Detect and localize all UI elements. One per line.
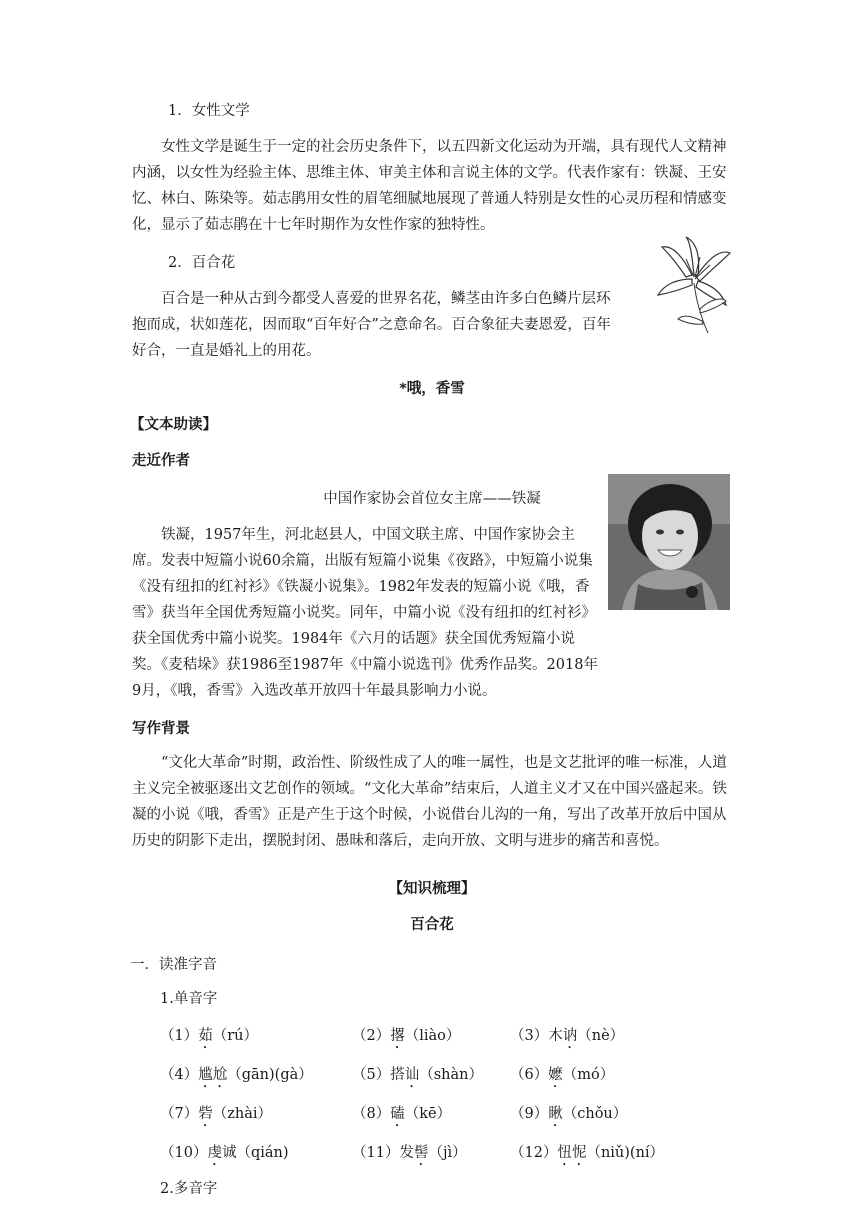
item2-text: 百合是一种从古到今都受人喜爱的世界名花，鳞茎由许多白色鳞片层环抱而成，状如莲花，因而取“百年好合”之意命名。百合象征夫妻恩爱，百年好合，一直是婚礼上的用花。 (132, 291, 611, 359)
phonetic-pinyin: （kē） (404, 1106, 452, 1122)
author-portrait-photo (608, 474, 730, 610)
phonetic-char: 发 (399, 1145, 414, 1161)
phonetic-target-char: 撂 (390, 1028, 405, 1044)
phonetic-target-char: 砦 (198, 1106, 213, 1122)
part1-heading: 一．读准字音 (130, 957, 217, 973)
item1-heading: 1．女性文学 (168, 103, 250, 119)
phonetic-number: （11） (352, 1145, 400, 1161)
phonetic-item (160, 1023, 352, 1052)
phonetic-number: （9） (510, 1106, 549, 1122)
phonetic-pinyin: （chǒu） (562, 1106, 628, 1122)
phonetic-item (352, 1140, 510, 1169)
phonetic-item (510, 1101, 680, 1130)
phonetic-row (160, 1018, 732, 1057)
phonetic-number: （6） (510, 1067, 549, 1083)
phonetic-target-char: 嬷 (548, 1067, 563, 1083)
phonetic-number: （12） (510, 1145, 558, 1161)
phonetic-row (160, 1057, 732, 1096)
phonetic-pinyin: （jì） (428, 1145, 467, 1161)
author-heading: 走近作者 (132, 453, 190, 469)
single-char-label: 1.单音字 (160, 991, 218, 1007)
author-bio: 铁凝，1957年生，河北赵县人，中国文联主席、中国作家协会主席。发表中短篇小说60余篇，出版有短篇小说集《夜路》，中短篇小说集《没有纽扣的红衬衫》《铁凝小说集》。1982年发表的短篇小说《哦，香雪》获当年全国优秀短篇小说奖。同年，中篇小说《没有纽扣的红衬衫》获全国优秀中篇小说奖。1984年《六月的话题》获全国优秀短篇小说奖。《麦秸垛》获1986至1987年《中篇小说选刊》优秀作品奖。2018年9月，《哦，香雪》入选改革开放四十年最具影响力小说。 (132, 527, 598, 699)
lily-flower-illustration (656, 235, 732, 335)
phonetic-target-char: 忸怩 (557, 1145, 587, 1161)
phonetic-target-char: 尴尬 (198, 1067, 228, 1083)
phonetic-target-char: 虔 (207, 1145, 222, 1161)
phonetic-pinyin: （liào） (404, 1028, 461, 1044)
phonetic-target-char: 讪 (404, 1067, 420, 1083)
phonetic-pinyin: （rú） (212, 1028, 259, 1044)
background-heading: 写作背景 (132, 721, 190, 737)
phonetic-pinyin: （qián) (236, 1145, 289, 1161)
phonetic-number: （4） (160, 1067, 199, 1083)
author-subtitle: 中国作家协会首位女主席——铁凝 (323, 491, 541, 507)
phonetic-target-char: 茹 (198, 1028, 213, 1044)
phonetic-item (160, 1101, 352, 1130)
phonetic-number: （7） (160, 1106, 199, 1122)
item2-heading: 2．百合花 (168, 255, 236, 271)
phonetic-row (160, 1096, 732, 1135)
phonetic-row (160, 1135, 732, 1174)
phonetic-target-char: 瞅 (548, 1106, 563, 1122)
document-page (132, 98, 732, 1202)
phonetic-number: （3） (510, 1028, 549, 1044)
phonetic-item (352, 1101, 510, 1130)
section-reading-heading: 【文本助读】 (130, 417, 217, 433)
background-text: “文化大革命”时期，政治性、阶级性成了人的唯一属性，也是文艺批评的唯一标准，人道主义完全被驱逐出文艺创作的领域。“文化大革命”结束后，人道主义才又在中国兴盛起来。铁凝的小说《哦，香雪》正是产生于这个时候，小说借台儿沟的一角，写出了改革开放后中国从历史的阴影下走出，摆脱封闭、愚昧和落后，走向开放、文明与进步的痛苦和喜悦。 (132, 755, 727, 849)
phonetic-list (160, 1018, 732, 1174)
phonetic-item (160, 1062, 352, 1091)
phonetic-item (160, 1140, 352, 1169)
phonetic-number: （5） (352, 1067, 391, 1083)
phonetic-pinyin: （mó） (562, 1067, 615, 1083)
phonetic-item (352, 1023, 510, 1052)
phonetic-item (510, 1140, 680, 1169)
phonetic-target-char: 讷 (562, 1028, 578, 1044)
phonetic-pinyin: （zhài） (212, 1106, 272, 1122)
knowledge-section-title: 【知识梳理】 (388, 881, 476, 897)
phonetic-target-char: 磕 (390, 1106, 405, 1122)
phonetic-target-char: 髻 (413, 1145, 429, 1161)
knowledge-subtitle: 百合花 (410, 917, 454, 933)
phonetic-number: （2） (352, 1028, 391, 1044)
item1-text: 女性文学是诞生于一定的社会历史条件下，以五四新文化运动为开端，具有现代人文精神内涵，以女性为经验主体、思维主体、审美主体和言说主体的文学。代表作家有：铁凝、王安忆、林白、陈染等。茹志鹃用女性的眉笔细腻地展现了普通人特别是女性的心灵历程和情感变化，显示了茹志鹃在十七年时期作为女性作家的独特性。 (132, 139, 727, 233)
phonetic-char: 木 (548, 1028, 563, 1044)
phonetic-char: 诚 (221, 1145, 237, 1161)
phonetic-pinyin: （niǔ)(ní） (586, 1145, 665, 1161)
phonetic-pinyin: （shàn） (419, 1067, 483, 1083)
phonetic-number: （10） (160, 1145, 208, 1161)
phonetic-pinyin: （gān)(gà） (227, 1067, 313, 1083)
phonetic-number: （8） (352, 1106, 391, 1122)
lesson-title: *哦，香雪 (399, 381, 465, 397)
phonetic-item (510, 1062, 680, 1091)
phonetic-pinyin: （nè） (577, 1028, 625, 1044)
phonetic-number: （1） (160, 1028, 199, 1044)
phonetic-item (510, 1023, 680, 1052)
multi-char-label: 2.多音字 (160, 1181, 218, 1197)
phonetic-item (352, 1062, 510, 1091)
phonetic-char: 搭 (390, 1067, 405, 1083)
